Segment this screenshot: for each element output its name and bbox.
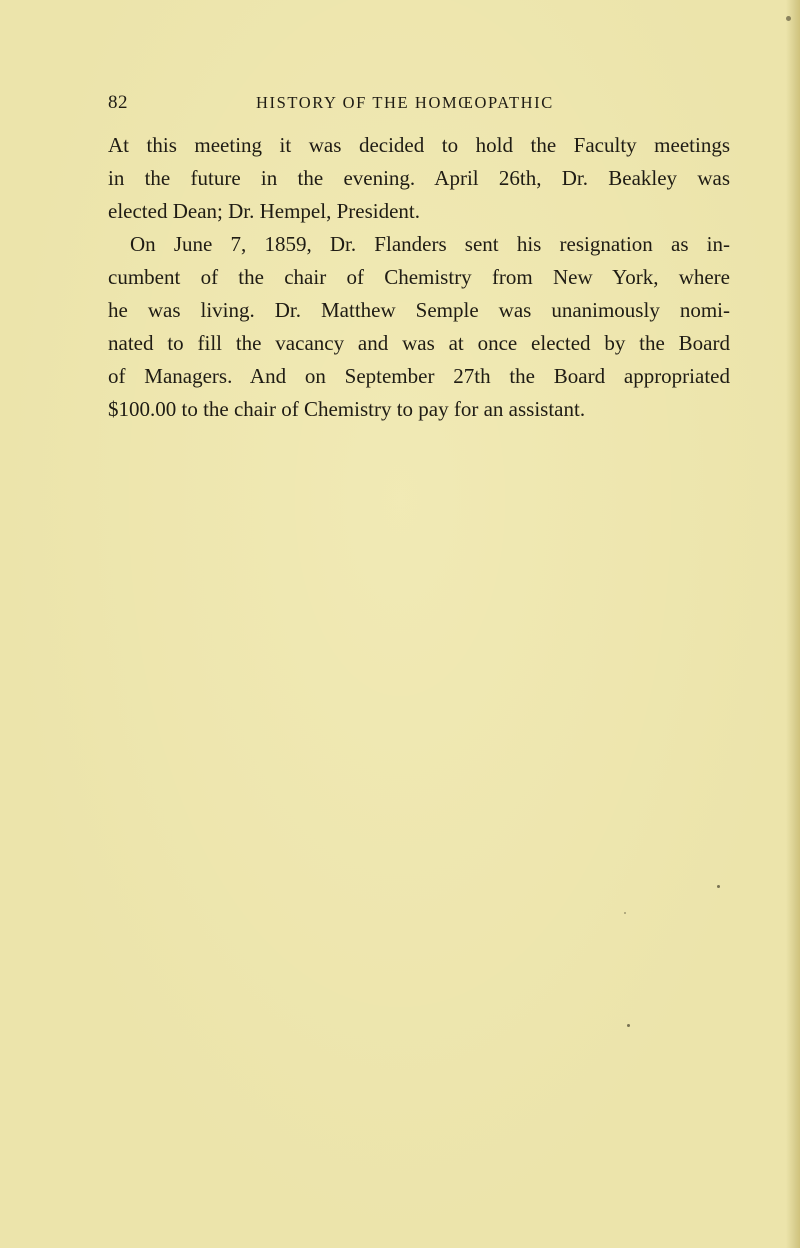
text-line: $100.00 to the chair of Chemistry to pay for an assistant. — [108, 397, 586, 421]
page-number: 82 — [108, 92, 128, 113]
text-line: he was living. Dr. Matthew Semple was unanimously nomi- — [108, 298, 730, 322]
paper-speck — [627, 1024, 630, 1027]
paper-speck — [717, 885, 720, 888]
body-text — [108, 129, 730, 426]
text-line: in the future in the evening. April 26th, Dr. Beakley was — [108, 166, 730, 190]
running-head — [108, 92, 728, 116]
text-line: of Managers. And on September 27th the Board appropriated — [108, 364, 730, 388]
text-line: At this meeting it was decided to hold the Faculty meetings — [108, 133, 730, 157]
running-title: HISTORY OF THE HOMŒOPATHIC — [256, 93, 554, 112]
text-line: nated to fill the vacancy and was at once elected by the Board — [108, 331, 730, 355]
paper-speck — [786, 16, 791, 21]
text-line: On June 7, 1859, Dr. Flanders sent his resignation as in- — [130, 232, 730, 256]
paper-speck — [624, 912, 626, 914]
text-line: elected Dean; Dr. Hempel, President. — [108, 199, 420, 223]
page-edge-shadow — [786, 0, 800, 1248]
text-line: cumbent of the chair of Chemistry from New York, where — [108, 265, 730, 289]
